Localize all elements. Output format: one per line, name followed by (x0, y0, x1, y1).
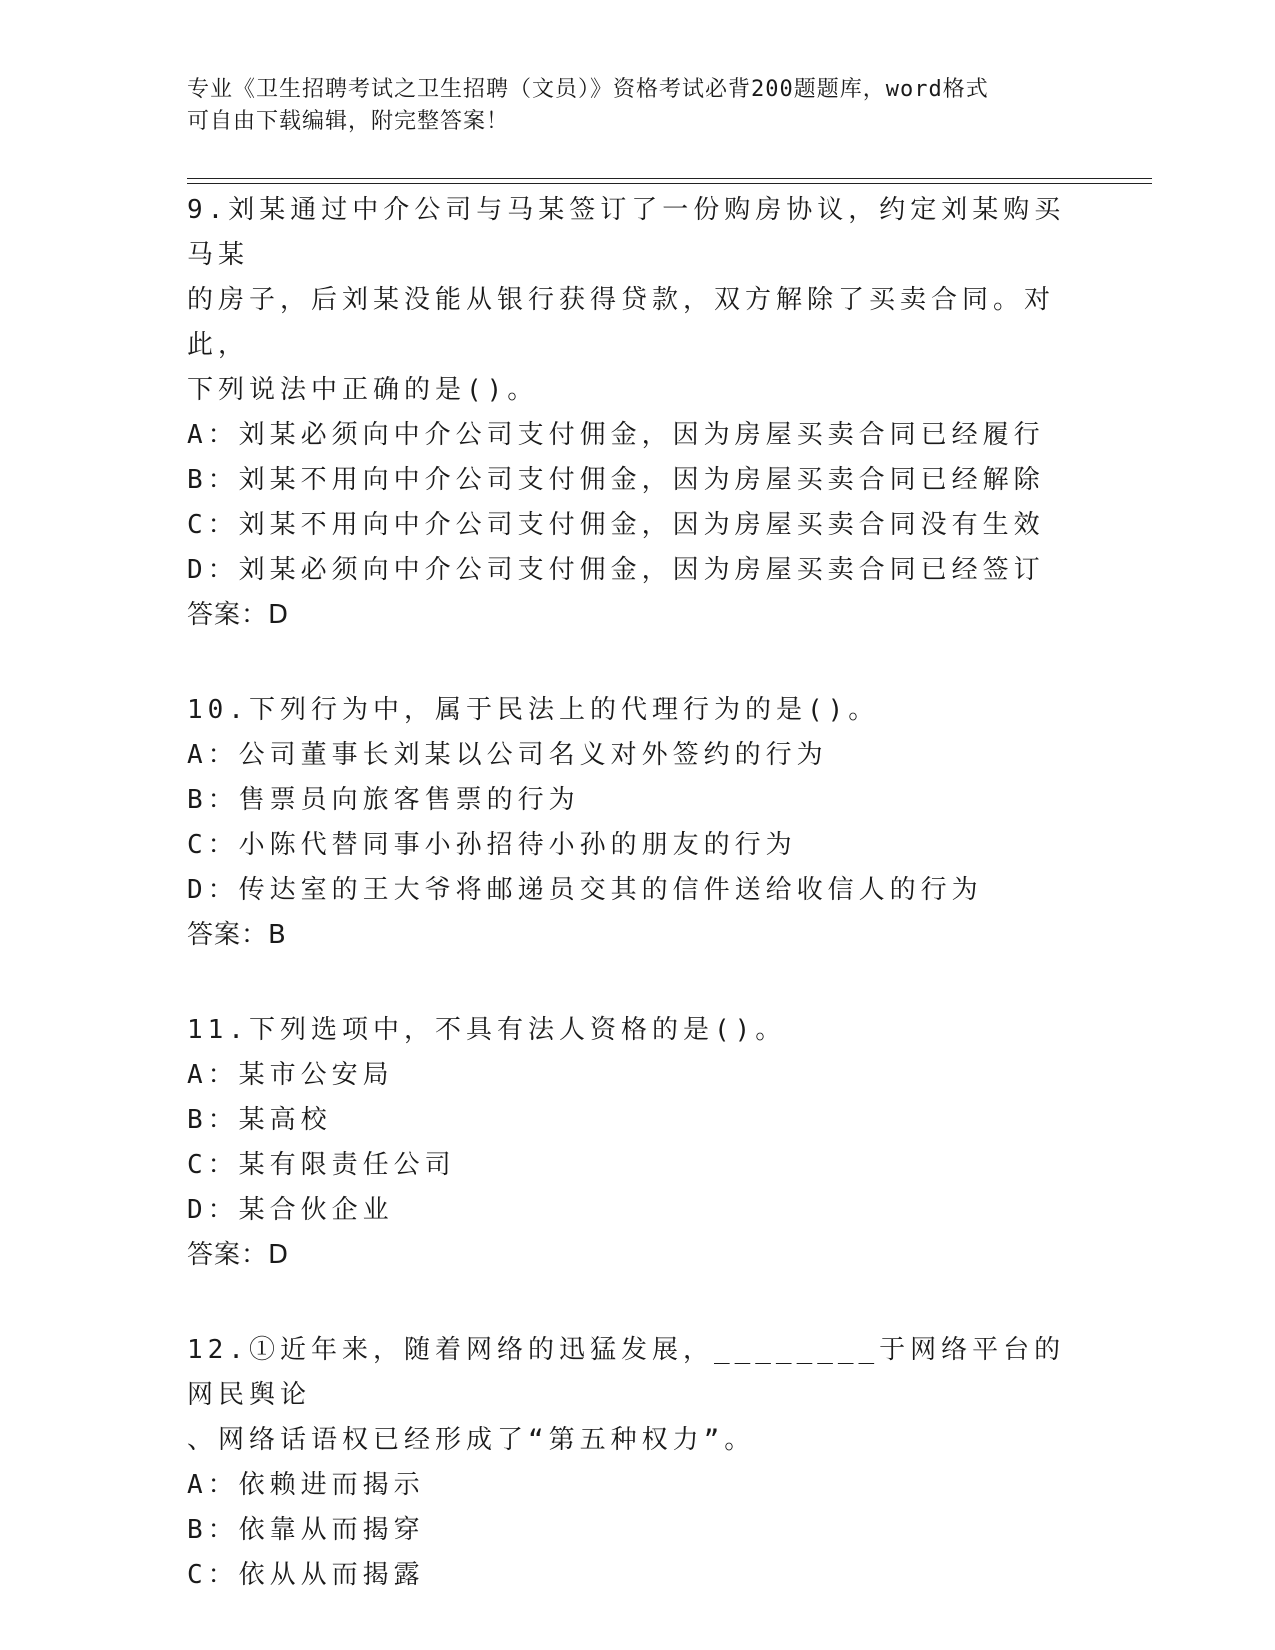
option-c: C：依从从而揭露 (187, 1560, 425, 1590)
option-a: A：刘某必须向中介公司支付佣金，因为房屋买卖合同已经履行 (187, 420, 1045, 450)
question-text: 9.刘某通过中介公司与马某签订了一份购房协议，约定刘某购买马某 (187, 195, 1066, 270)
question-text: 10.下列行为中，属于民法上的代理行为的是()。 (187, 695, 880, 725)
option-a: A：依赖进而揭示 (187, 1470, 425, 1500)
option-d: D：刘某必须向中介公司支付佣金，因为房屋买卖合同已经签订 (187, 555, 1045, 585)
header-line-2: 可自由下载编辑，附完整答案！ (187, 109, 510, 134)
option-c: C：某有限责任公司 (187, 1150, 456, 1180)
question-12 (187, 1328, 1152, 1598)
answer-label: 答案：D (187, 1240, 290, 1270)
option-a: A：公司董事长刘某以公司名义对外签约的行为 (187, 740, 828, 770)
answer-label: 答案：B (187, 920, 287, 950)
option-c: C：小陈代替同事小孙招待小孙的朋友的行为 (187, 830, 797, 860)
option-b: B：依靠从而揭穿 (187, 1515, 425, 1545)
option-a: A：某市公安局 (187, 1060, 394, 1090)
option-b: B：某高校 (187, 1105, 332, 1135)
option-d: D：某合伙企业 (187, 1195, 394, 1225)
header-divider-bottom (187, 183, 1152, 184)
question-text: 下列说法中正确的是()。 (187, 375, 539, 405)
option-d: D：传达室的王大爷将邮递员交其的信件送给收信人的行为 (187, 875, 983, 905)
question-text: 11.下列选项中，不具有法人资格的是()。 (187, 1015, 787, 1045)
question-11 (187, 1008, 1152, 1278)
question-text: 12.①近年来，随着网络的迅猛发展，________于网络平台的网民舆论 (187, 1335, 1066, 1410)
header-divider-top (187, 178, 1152, 179)
header-line-1: 专业《卫生招聘考试之卫生招聘（文员）》资格考试必背200题题库，word格式 (187, 77, 989, 102)
option-b: B：售票员向旅客售票的行为 (187, 785, 580, 815)
option-c: C：刘某不用向中介公司支付佣金，因为房屋买卖合同没有生效 (187, 510, 1045, 540)
question-10 (187, 688, 1152, 958)
answer-label: 答案：D (187, 600, 290, 630)
option-b: B：刘某不用向中介公司支付佣金，因为房屋买卖合同已经解除 (187, 465, 1045, 495)
question-text: 、网络话语权已经形成了“第五种权力”。 (187, 1425, 756, 1455)
document-header (187, 74, 1067, 138)
question-9 (187, 188, 1152, 638)
question-list (187, 188, 1152, 1648)
question-text: 的房子，后刘某没能从银行获得贷款，双方解除了买卖合同。对此， (187, 285, 1056, 360)
